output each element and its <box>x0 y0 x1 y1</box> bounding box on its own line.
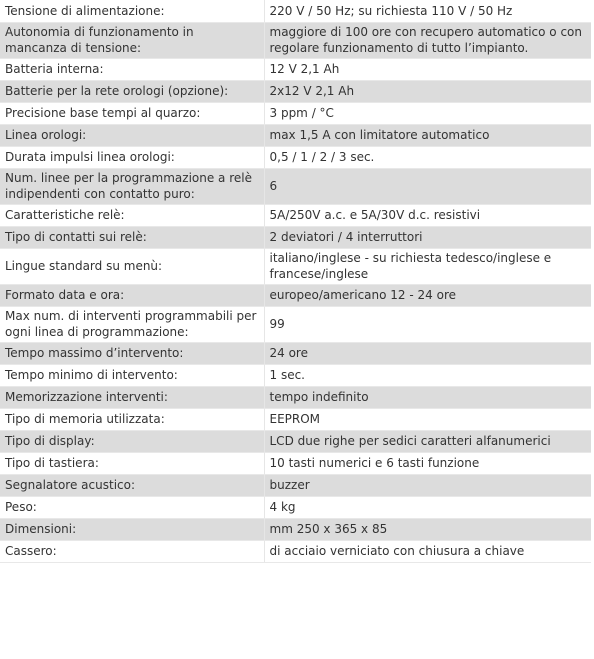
spec-label: Linea orologi: <box>0 124 264 146</box>
spec-value: 4 kg <box>264 496 591 518</box>
spec-label: Tipo di memoria utilizzata: <box>0 408 264 430</box>
spec-value: 2x12 V 2,1 Ah <box>264 80 591 102</box>
spec-label: Cassero: <box>0 540 264 562</box>
spec-label: Peso: <box>0 496 264 518</box>
spec-value: 1 sec. <box>264 364 591 386</box>
table-row <box>0 430 591 452</box>
table-row <box>0 518 591 540</box>
spec-label: Segnalatore acustico: <box>0 474 264 496</box>
table-row <box>0 226 591 248</box>
spec-value: 24 ore <box>264 342 591 364</box>
spec-value: 0,5 / 1 / 2 / 3 sec. <box>264 146 591 168</box>
spec-value: mm 250 x 365 x 85 <box>264 518 591 540</box>
spec-label: Caratteristiche relè: <box>0 204 264 226</box>
spec-label: Memorizzazione interventi: <box>0 386 264 408</box>
table-row <box>0 168 591 204</box>
spec-label: Batteria interna: <box>0 58 264 80</box>
spec-value: di acciaio verniciato con chiusura a chiave <box>264 540 591 562</box>
spec-value: 99 <box>264 306 591 342</box>
spec-value: tempo indefinito <box>264 386 591 408</box>
table-row <box>0 248 591 284</box>
table-row <box>0 408 591 430</box>
spec-value: maggiore di 100 ore con recupero automatico o con regolare funzionamento di tutto l’impianto. <box>264 22 591 58</box>
table-row <box>0 452 591 474</box>
table-row <box>0 364 591 386</box>
table-row <box>0 284 591 306</box>
table-row <box>0 386 591 408</box>
spec-label: Precisione base tempi al quarzo: <box>0 102 264 124</box>
table-row <box>0 80 591 102</box>
spec-value: 5A/250V a.c. e 5A/30V d.c. resistivi <box>264 204 591 226</box>
table-row <box>0 146 591 168</box>
table-row <box>0 204 591 226</box>
spec-label: Tensione di alimentazione: <box>0 0 264 22</box>
spec-value: 220 V / 50 Hz; su richiesta 110 V / 50 Hz <box>264 0 591 22</box>
spec-value: 3 ppm / °C <box>264 102 591 124</box>
table-row <box>0 540 591 562</box>
spec-value: EEPROM <box>264 408 591 430</box>
spec-value: europeo/americano 12 - 24 ore <box>264 284 591 306</box>
spec-label: Tempo minimo di intervento: <box>0 364 264 386</box>
spec-label: Tipo di contatti sui relè: <box>0 226 264 248</box>
spec-label: Durata impulsi linea orologi: <box>0 146 264 168</box>
spec-label: Lingue standard su menù: <box>0 248 264 284</box>
table-row <box>0 102 591 124</box>
table-row <box>0 0 591 22</box>
spec-value: 6 <box>264 168 591 204</box>
table-row <box>0 306 591 342</box>
table-row <box>0 124 591 146</box>
spec-label: Tempo massimo d’intervento: <box>0 342 264 364</box>
table-row <box>0 58 591 80</box>
spec-value: italiano/inglese - su richiesta tedesco/inglese e francese/inglese <box>264 248 591 284</box>
table-row <box>0 474 591 496</box>
spec-label: Dimensioni: <box>0 518 264 540</box>
table-row <box>0 496 591 518</box>
table-row <box>0 342 591 364</box>
spec-value: LCD due righe per sedici caratteri alfanumerici <box>264 430 591 452</box>
spec-label: Tipo di tastiera: <box>0 452 264 474</box>
spec-label: Num. linee per la programmazione a relè indipendenti con contatto puro: <box>0 168 264 204</box>
spec-label: Max num. di interventi programmabili per ogni linea di programmazione: <box>0 306 264 342</box>
table-row <box>0 22 591 58</box>
spec-value: buzzer <box>264 474 591 496</box>
spec-value: 10 tasti numerici e 6 tasti funzione <box>264 452 591 474</box>
spec-value: max 1,5 A con limitatore automatico <box>264 124 591 146</box>
spec-label: Tipo di display: <box>0 430 264 452</box>
spec-value: 2 deviatori / 4 interruttori <box>264 226 591 248</box>
spec-value: 12 V 2,1 Ah <box>264 58 591 80</box>
spec-label: Formato data e ora: <box>0 284 264 306</box>
spec-label: Batterie per la rete orologi (opzione): <box>0 80 264 102</box>
spec-label: Autonomia di funzionamento in mancanza di tensione: <box>0 22 264 58</box>
